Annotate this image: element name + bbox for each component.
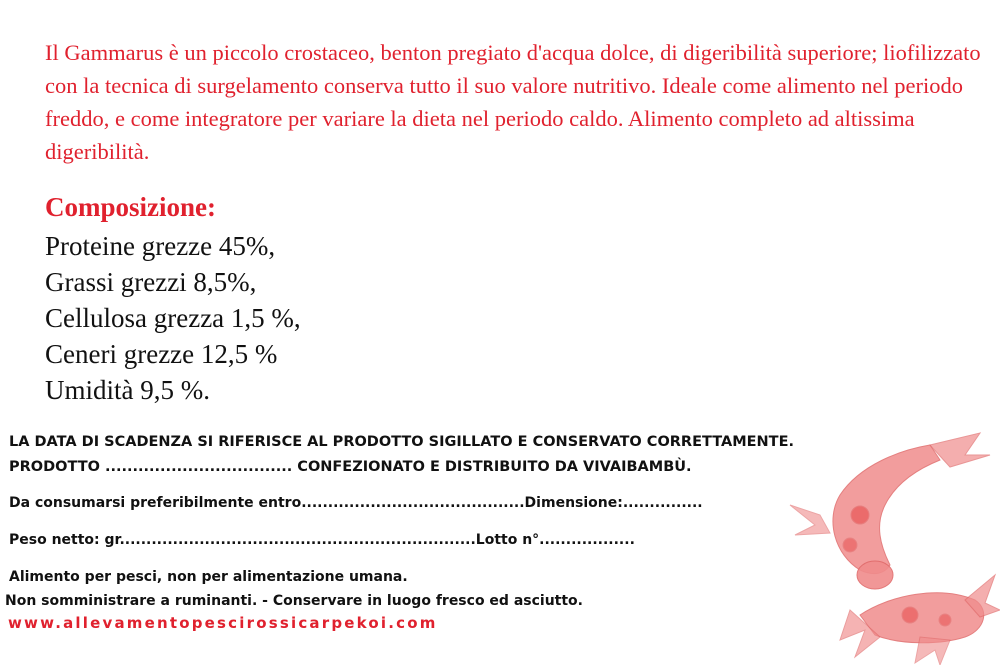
feed-note: Alimento per pesci, non per alimentazione umana. xyxy=(9,569,408,585)
storage-note: Non somministrare a ruminanti. - Conservare in luogo fresco ed asciutto. xyxy=(5,593,583,609)
net-weight-line: Peso netto: gr...................................................................Lotto n°.................. xyxy=(9,532,635,548)
expiry-note: LA DATA DI SCADENZA SI RIFERISCE AL PRODOTTO SIGILLATO E CONSERVATO CORRETTAMENTE. xyxy=(9,434,794,450)
koi-fish-icon xyxy=(780,425,1000,665)
best-before-line: Da consumarsi preferibilmente entro..........................................Dimensione:............... xyxy=(9,495,703,511)
composition-title: Composizione: xyxy=(45,192,216,222)
product-description: Il Gammarus è un piccolo crostaceo, benton pregiato d'acqua dolce, di digeribilità superiore; liofilizzato con la tecnica di surgelamento conserva tutto il suo valore nutritivo. Ideale come alimento nel periodo freddo, e come integratore per variare la dieta nel periodo caldo. Alimento completo ad altissima digeribilità. xyxy=(45,40,981,164)
composition-item-moisture: Umidità 9,5 %. xyxy=(45,375,210,405)
composition-item-ash: Ceneri grezze 12,5 % xyxy=(45,339,278,369)
composition-item-fiber: Cellulosa grezza 1,5 %, xyxy=(45,303,301,333)
composition-list xyxy=(45,228,301,408)
composition-item-protein: Proteine grezze 45%, xyxy=(45,231,276,261)
composition-item-fat: Grassi grezzi 8,5%, xyxy=(45,267,257,297)
product-line: PRODOTTO .................................. CONFEZIONATO E DISTRIBUITO DA VIVAIBAMBÙ. xyxy=(9,459,692,475)
website-link[interactable]: www.allevamentopescirossicarpekoi.com xyxy=(8,614,438,632)
